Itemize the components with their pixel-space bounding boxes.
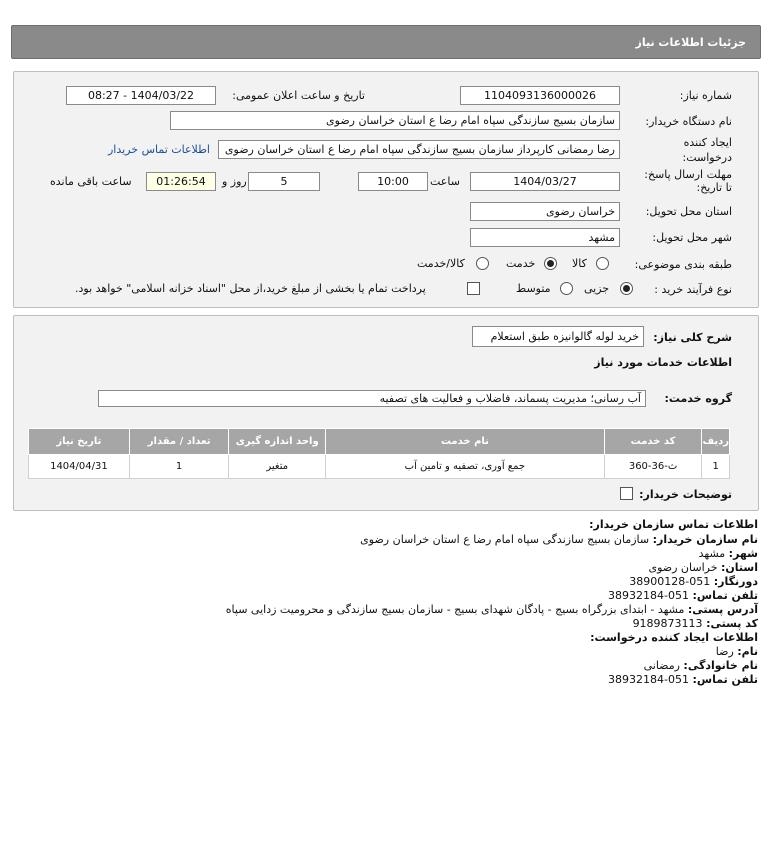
deadline-time-label: ساعت — [430, 175, 460, 188]
deadline-label-line2: تا تاریخ: — [696, 181, 732, 194]
table-row — [29, 455, 730, 479]
contact-section-title: اطلاعات تماس سازمان خریدار: — [589, 518, 758, 531]
creator-family-row: نام خانوادگی: رمضانی — [643, 659, 758, 672]
services-table — [28, 428, 730, 479]
services-section-title: اطلاعات خدمات مورد نیاز — [594, 356, 732, 369]
category-radio-goods[interactable] — [596, 257, 609, 270]
deadline-date-field[interactable]: 1404/03/27 — [470, 172, 620, 191]
category-radio-goods-service[interactable] — [476, 257, 489, 270]
col-header-row-number: ردیف — [702, 429, 730, 455]
category-label: طبقه بندی موضوعی: — [634, 258, 732, 271]
deadline-label-line1: مهلت ارسال پاسخ: — [644, 168, 732, 181]
cell-row-number: 1 — [702, 455, 730, 479]
contact-postal-value: 9189873113 — [632, 617, 703, 630]
creator-field[interactable]: رضا رمضانی کارپرداز سازمان بسیج سازندگی سپاه امام رضا ع استان خراسان رضوی — [218, 140, 620, 159]
contact-phone-value: 051-38932184 — [608, 589, 690, 602]
process-type-label: نوع فرآیند خرید : — [654, 283, 732, 296]
creator-phone-value: 051-38932184 — [608, 673, 690, 686]
buyer-org-field[interactable]: سازمان بسیج سازندگی سپاه امام رضا ع استان خراسان رضوی — [170, 111, 620, 130]
process-radio-minor[interactable] — [620, 282, 633, 295]
summary-field[interactable]: خرید لوله گالوانیزه طبق استعلام — [472, 326, 644, 347]
creator-phone-row: تلفن تماس: 051-38932184 — [608, 673, 758, 686]
treasury-payment-checkbox[interactable] — [467, 282, 480, 295]
contact-postal-row: کد پستی: 9189873113 — [632, 617, 758, 630]
city-field[interactable]: مشهد — [470, 228, 620, 247]
col-header-quantity: تعداد / مقدار — [129, 429, 229, 455]
creator-name-value: رضا — [715, 645, 734, 658]
contact-address-value: مشهد - ابتدای بزرگراه بسیج - پادگان شهدای بسیج - سازمان بسیج سازندگی و محرومیت زدایی سپاه — [225, 603, 685, 616]
announce-datetime-field[interactable]: 1404/03/22 - 08:27 — [66, 86, 216, 105]
col-header-need-date: تاریخ نیاز — [29, 429, 130, 455]
contact-phone-row: تلفن تماس: 051-38932184 — [608, 589, 758, 602]
province-label: استان محل تحویل: — [645, 205, 732, 218]
category-option-goods: کالا — [572, 257, 587, 270]
buyer-notes-label: توضیحات خریدار: — [639, 488, 732, 501]
process-radio-medium[interactable] — [560, 282, 573, 295]
days-label: روز و — [222, 175, 247, 188]
creator-label-line1: ایجاد کننده — [683, 136, 732, 149]
service-group-field[interactable]: آب رسانی؛ مدیریت پسماند، فاضلاب و فعالیت های تصفیه — [98, 390, 646, 407]
contact-org-value: سازمان بسیج سازندگی سپاه امام رضا ع استان خراسان رضوی — [360, 533, 650, 546]
contact-province-value: خراسان رضوی — [648, 561, 718, 574]
contact-org-row: نام سازمان خریدار: سازمان بسیج سازندگی سپاه امام رضا ع استان خراسان رضوی — [360, 533, 758, 546]
services-table-header-row — [29, 429, 730, 455]
page-header — [11, 25, 761, 59]
process-option-minor: جزیی — [584, 282, 610, 295]
buyer-notes-checkbox[interactable] — [620, 487, 633, 500]
creator-section-title: اطلاعات ایجاد کننده درخواست: — [590, 631, 758, 644]
creator-label-line2: درخواست: — [682, 151, 732, 164]
service-group-label: گروه خدمت: — [664, 392, 732, 405]
remaining-time-label: ساعت باقی مانده — [50, 175, 132, 188]
cell-unit: متغیر — [229, 455, 326, 479]
contact-city-value: مشهد — [698, 547, 726, 560]
col-header-service-name: نام خدمت — [326, 429, 605, 455]
process-option-medium: متوسط — [516, 282, 551, 295]
cell-quantity: 1 — [129, 455, 229, 479]
contact-city-row: شهر: مشهد — [698, 547, 758, 560]
need-details-panel — [13, 315, 759, 511]
creator-family-value: رمضانی — [643, 659, 680, 672]
col-header-unit: واحد اندازه گیری — [229, 429, 326, 455]
category-option-service: خدمت — [506, 257, 536, 270]
contact-fax-row: دورنگار: 051-38900128 — [629, 575, 758, 588]
buyer-org-label: نام دستگاه خریدار: — [645, 115, 732, 128]
deadline-time-field[interactable]: 10:00 — [358, 172, 428, 191]
need-number-field[interactable]: 1104093136000026 — [460, 86, 620, 105]
category-option-goods-service: کالا/خدمت — [417, 257, 465, 270]
cell-service-code: ث-36-360 — [604, 455, 702, 479]
remaining-time-field[interactable]: 01:26:54 — [146, 172, 216, 191]
creator-name-row: نام: رضا — [715, 645, 758, 658]
cell-need-date: 1404/04/31 — [29, 455, 130, 479]
city-label: شهر محل تحویل: — [652, 231, 732, 244]
province-field[interactable]: خراسان رضوی — [470, 202, 620, 221]
page-title: جزئیات اطلاعات نیاز — [635, 36, 746, 49]
contact-province-row: استان: خراسان رضوی — [648, 561, 758, 574]
summary-label: شرح کلی نیاز: — [653, 331, 732, 344]
days-remaining-field[interactable]: 5 — [248, 172, 320, 191]
buyer-contact-link[interactable]: اطلاعات تماس خریدار — [108, 143, 210, 156]
contact-fax-value: 051-38900128 — [629, 575, 711, 588]
category-radio-service[interactable] — [544, 257, 557, 270]
col-header-service-code: کد خدمت — [604, 429, 702, 455]
need-number-label: شماره نیاز: — [679, 89, 732, 102]
cell-service-name: جمع آوری، تصفیه و تامین آب — [326, 455, 605, 479]
contact-address-row: آدرس پستی: مشهد - ابتدای بزرگراه بسیج - پادگان شهدای بسیج - سازمان بسیج سازندگی و محرومیت زدایی سپاه — [225, 603, 758, 616]
treasury-payment-note: پرداخت تمام یا بخشی از مبلغ خرید،از محل "اسناد خزانه اسلامی" خواهد بود. — [75, 282, 426, 295]
announce-datetime-label: تاریخ و ساعت اعلان عمومی: — [232, 89, 365, 102]
